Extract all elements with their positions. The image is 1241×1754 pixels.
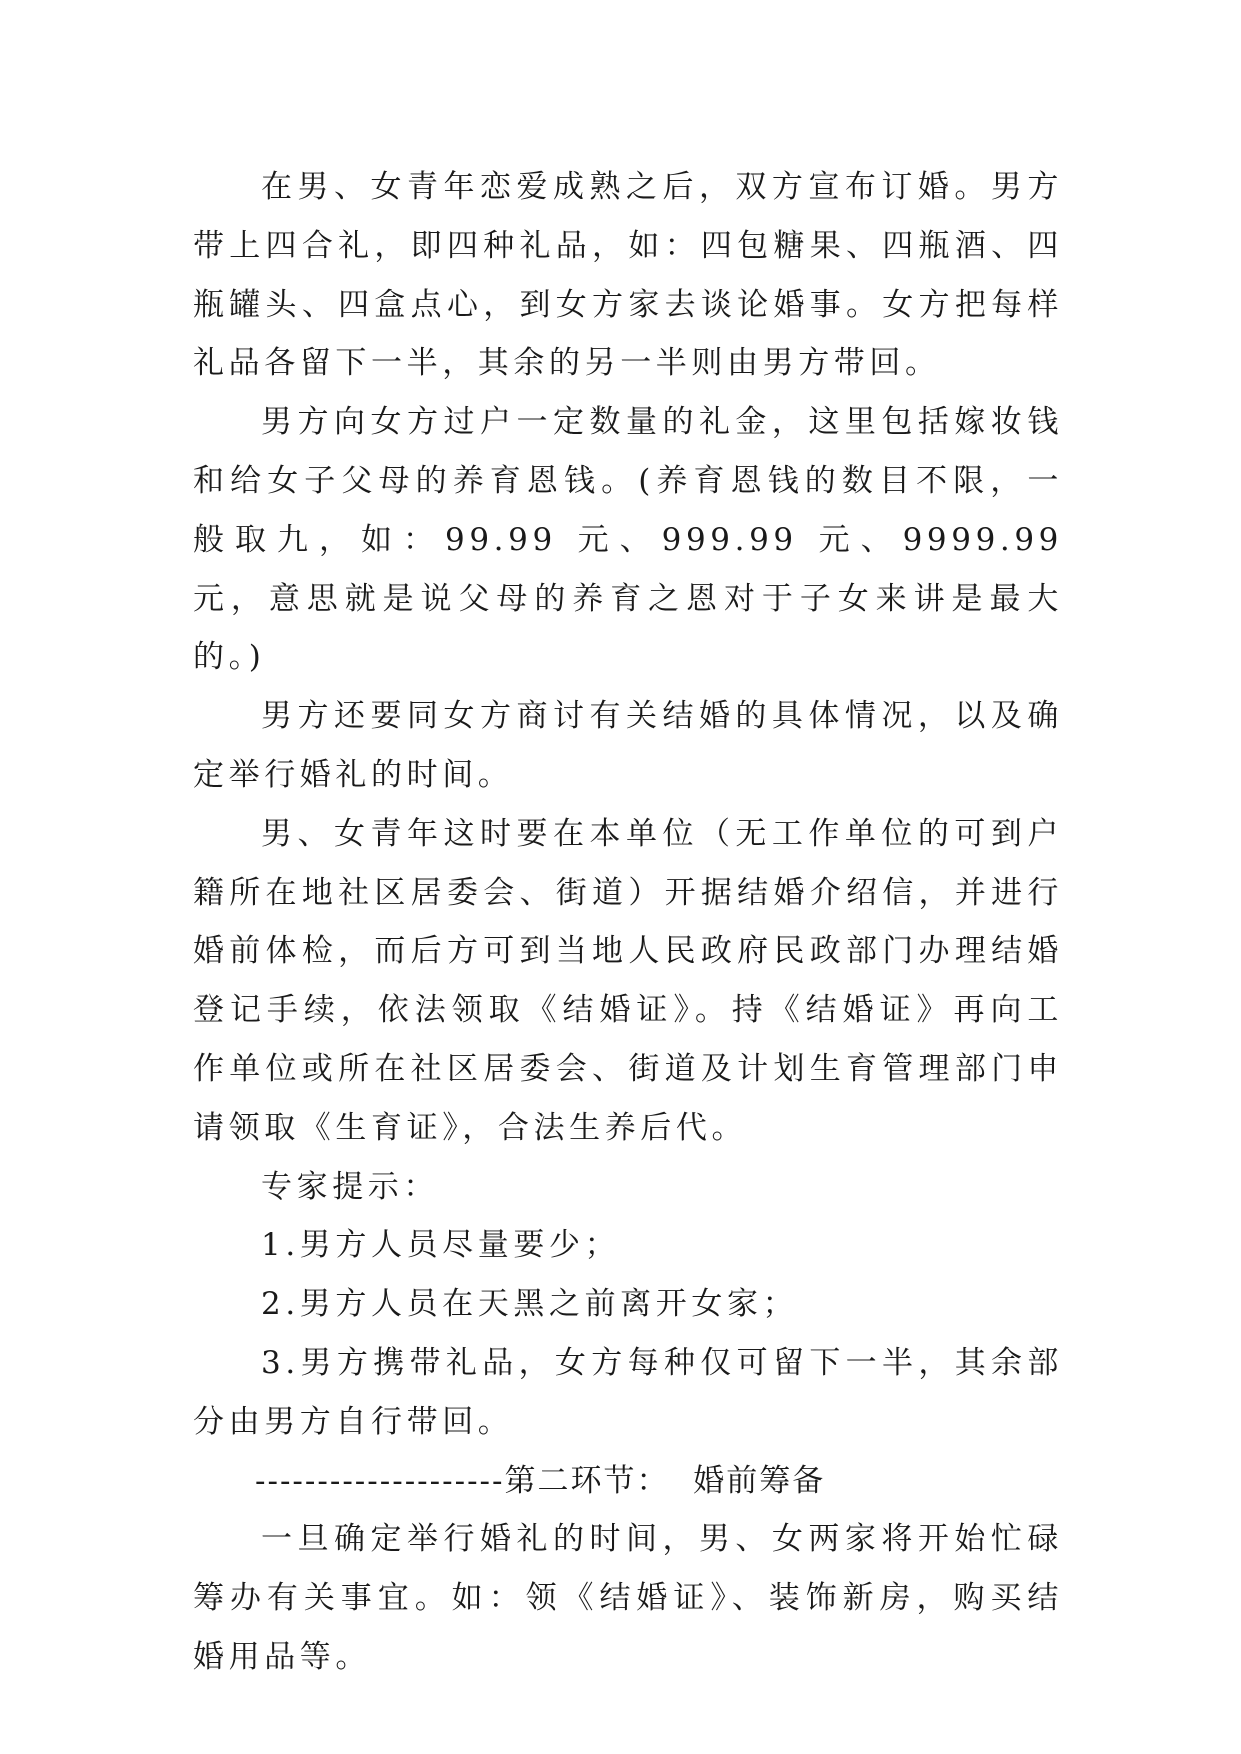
paragraph-betrothal-gift: 男方向女方过户一定数量的礼金，这里包括嫁妆钱和给女子父母的养育恩钱。(养育恩钱的数目不限，一般取九，如：99.99 元、999.99 元、9999.99 元，意思就是说父母的养育之恩对于子女来讲是最大的。) [193, 404, 1078, 676]
tip-item: 3.男方携带礼品，女方每种仅可留下一半，其余部分由男方自行带回。 [193, 1344, 1063, 1440]
document-body [193, 158, 1078, 1687]
paragraph-wedding-preparation: 一旦确定举行婚礼的时间，男、女两家将开始忙碌筹办有关事宜。如：领《结婚证》、装饰新房，购买结婚用品等。 [193, 1521, 1063, 1675]
paragraph-marriage-registration: 男、女青年这时要在本单位（无工作单位的可到户籍所在地社区居委会、街道）开据结婚介绍信，并进行婚前体检，而后方可到当地人民政府民政部门办理结婚登记手续，依法领取《结婚证》。持《结婚证》再向工作单位或所在社区居委会、街道及计划生育管理部门申请领取《生育证》，合法生养后代。 [193, 815, 1063, 1146]
tip-item: 2.男方人员在天黑之前离开女家； [261, 1286, 799, 1323]
tip-item: 1.男方人员尽量要少； [261, 1227, 621, 1264]
paragraph-engagement: 在男、女青年恋爱成熟之后，双方宣布订婚。男方带上四合礼，即四种礼品，如：四包糖果、四瓶酒、四瓶罐头、四盒点心，到女方家去谈论婚事。女方把每样礼品各留下一半，其余的另一半则由男方带回。 [193, 169, 1063, 382]
tips-heading: 专家提示： [261, 1168, 439, 1205]
section-heading: --------------------第二环节： 婚前筹备 [255, 1462, 826, 1499]
paragraph-wedding-date: 男方还要同女方商讨有关结婚的具体情况，以及确定举行婚礼的时间。 [193, 698, 1063, 793]
